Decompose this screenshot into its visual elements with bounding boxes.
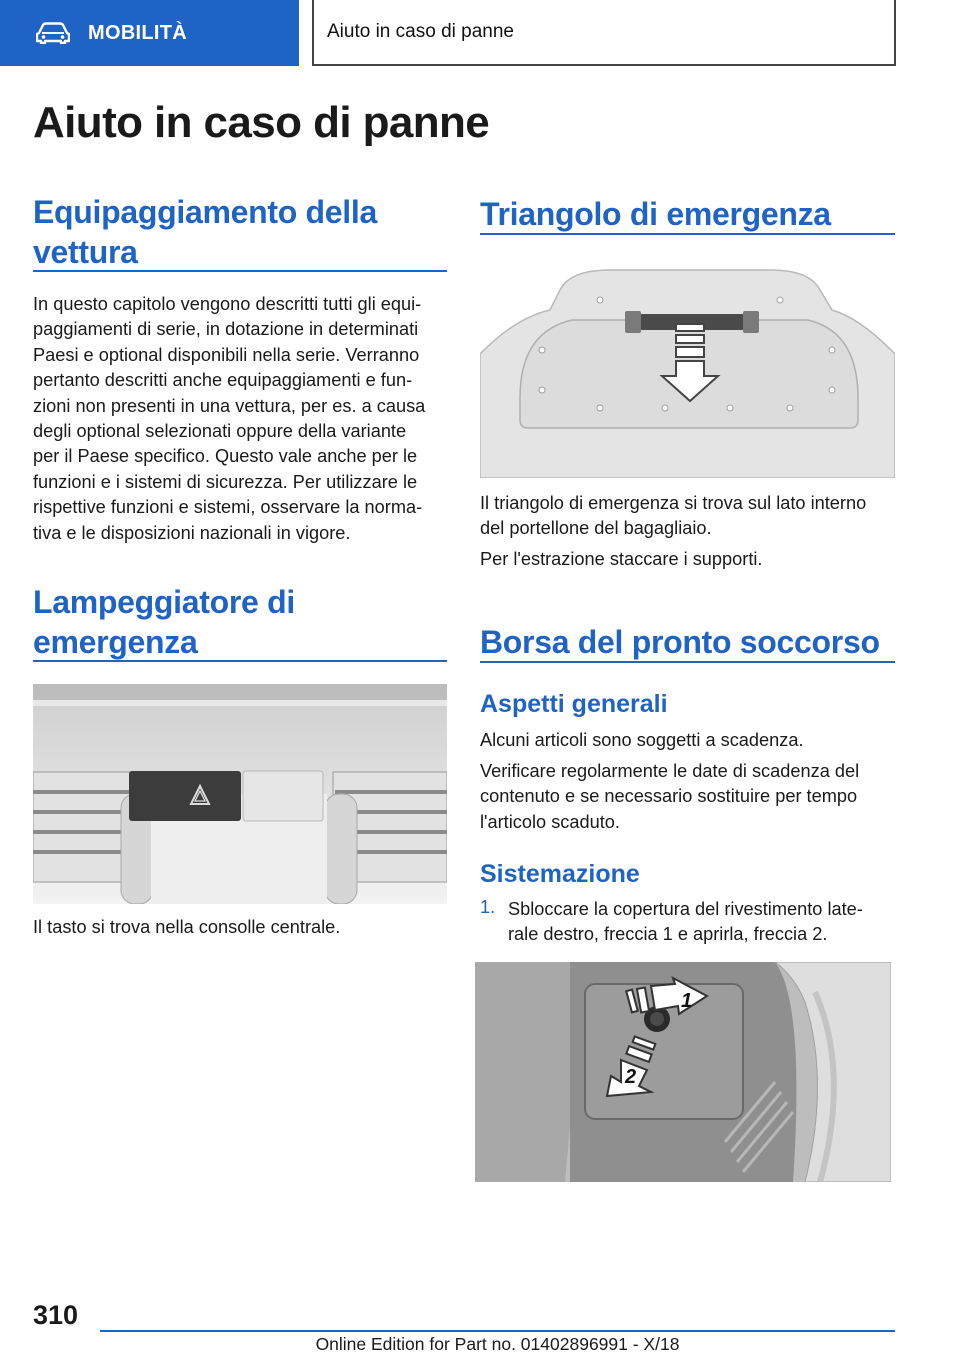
page-title: Aiuto in caso di panne — [33, 98, 490, 147]
footer-rule — [100, 1330, 895, 1332]
hazard-switch — [129, 771, 241, 821]
running-title: Aiuto in caso di panne — [327, 21, 514, 42]
hazard-heading-rule — [33, 660, 447, 662]
equipment-heading: Equipaggiamento della vettura — [33, 194, 377, 270]
arrow-2-label: 2 — [625, 1066, 637, 1088]
equipment-body: In questo capitolo vengono descritti tutti gli equi- paggiamenti di serie, in dotazione in determinati Paesi e optional disponibili nella serie. Verranno pertanto descritti anche equipaggiamenti e fun- zioni non presenti in una vettura, per es. a causa degli optional selezionati oppure della variante per il Paese specifico. Questo vale anche per le funzioni e i sistemi di sicurezza. Per utilizzare le rispettive funzioni e sistemi, osservare la norma- tiva e le disposizioni nazionali in vigore. — [33, 294, 426, 543]
triangle-body: Il triangolo di emergenza si trova sul lato interno del portellone del bagagliaio. — [480, 493, 867, 539]
first-aid-heading: Borsa del pronto soccorso — [480, 624, 880, 660]
general-body: Verificare regolarmente le date di scadenza del contenuto e se necessario sostituire per tempo l'articolo scaduto. — [480, 761, 860, 832]
general-heading: Aspetti generali — [480, 690, 668, 718]
hazard-switch-figure — [33, 684, 447, 904]
triangle-body-2: Per l'estrazione staccare i supporti. — [480, 549, 763, 569]
arrow-1-label: 1 — [681, 990, 693, 1012]
running-title-box — [312, 0, 896, 66]
step-text: Sbloccare la copertura del rivestimento late- rale destro, freccia 1 e aprirla, freccia 2. — [508, 899, 863, 945]
hazard-caption: Il tasto si trova nella consolle centrale. — [33, 917, 341, 937]
warning-triangle-figure — [480, 258, 895, 478]
general-line: Alcuni articoli sono soggetti a scadenza. — [480, 730, 804, 750]
equipment-heading-rule — [33, 270, 447, 272]
first-aid-compartment-figure — [475, 962, 891, 1182]
step-number: 1. — [480, 897, 496, 917]
hazard-heading: Lampeggiatore di emergenza — [33, 584, 295, 660]
footer-edition: Online Edition for Part no. 01402896991 - X/18 — [315, 1334, 680, 1354]
page-number: 310 — [33, 1300, 79, 1330]
section-tab-label: MOBILITÀ — [88, 21, 188, 44]
triangle-heading-rule — [480, 233, 895, 235]
first-aid-heading-rule — [480, 661, 895, 663]
car-icon — [36, 22, 70, 44]
triangle-heading: Triangolo di emergenza — [480, 196, 831, 232]
section-tab[interactable] — [0, 0, 299, 66]
placement-heading: Sistemazione — [480, 860, 640, 888]
